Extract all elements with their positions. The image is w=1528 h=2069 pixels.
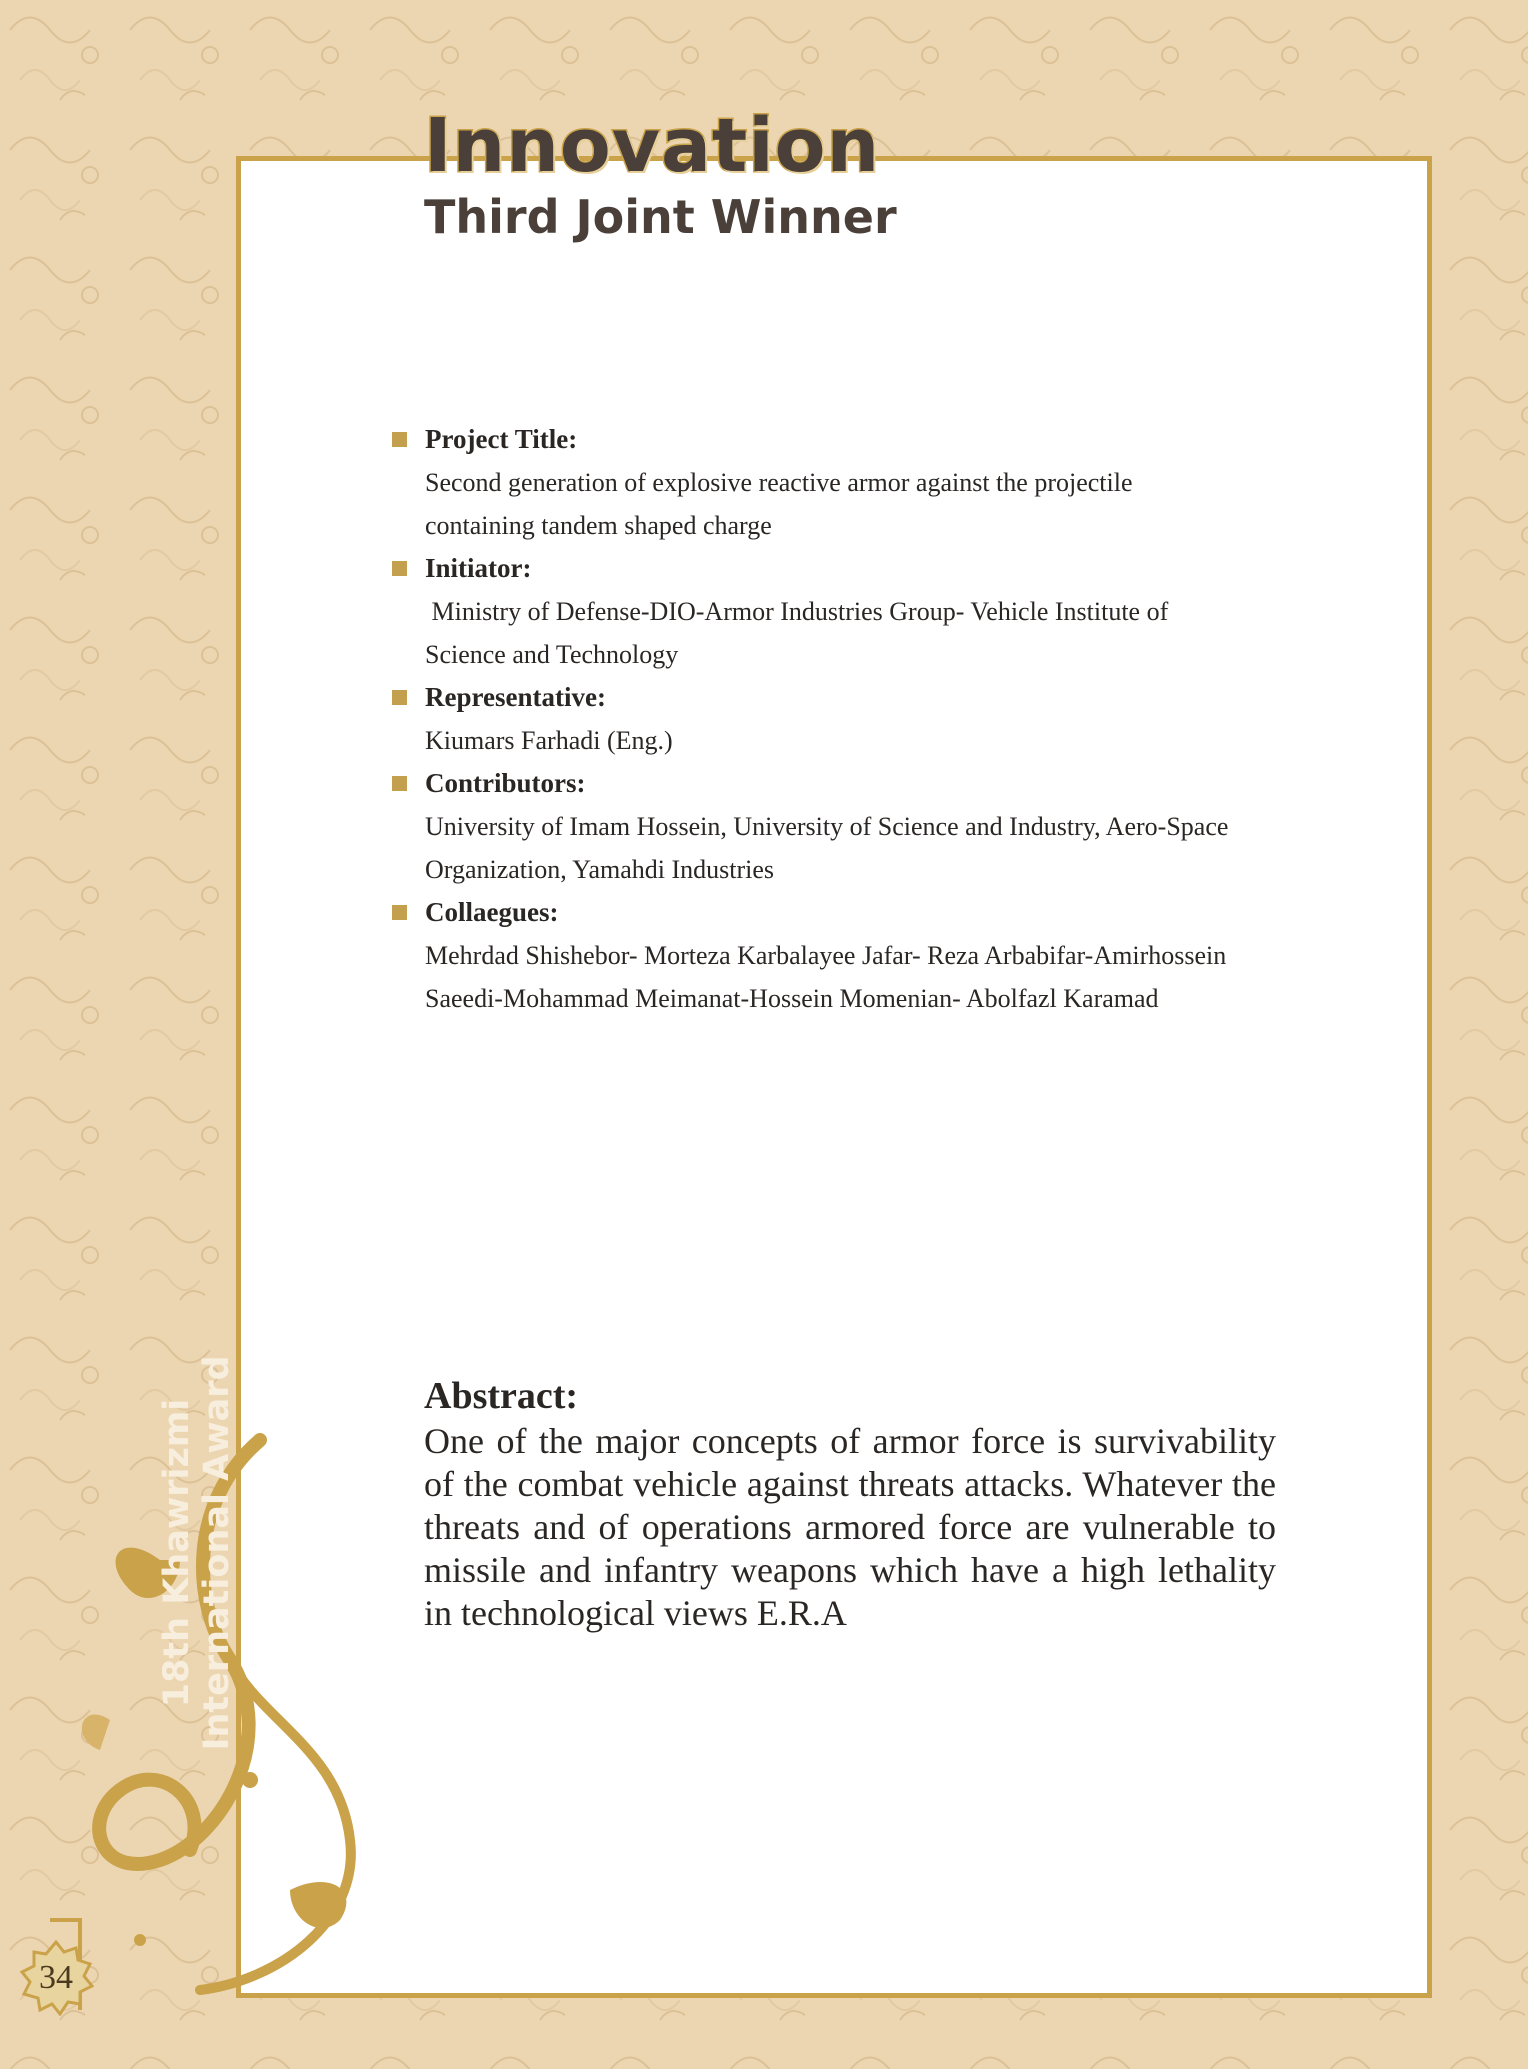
page-subtitle: Third Joint Winner: [424, 190, 897, 244]
field-initiator-label: Initiator:: [392, 547, 1292, 590]
field-project-title-line-2: containing tandem shaped charge: [425, 511, 772, 540]
page-title: Innovation: [424, 103, 881, 189]
abstract-text: One of the major concepts of armor force is survivability of the combat vehicle against threats attacks. Whatever the threats and of operations armored force are vulnerable to missile and infantry weapons which have a high lethality in technological views E.R.A: [424, 1421, 1276, 1633]
field-initiator-line-1: Ministry of Defense-DIO-Armor Industries Group- Vehicle Institute of: [425, 597, 1169, 626]
abstract-section: [424, 1372, 1276, 1635]
award-side-label-line-2: International Award: [197, 1355, 237, 1751]
field-contributors-line-2: Organization, Yamahdi Industries: [425, 855, 775, 884]
square-bullet-icon: [392, 905, 407, 920]
field-contributors-label: Contributors:: [392, 762, 1292, 805]
field-representative-label: Representative:: [392, 676, 1292, 719]
award-side-label: [157, 1333, 267, 1773]
project-info: [392, 418, 1292, 1020]
field-representative-line-1: Kiumars Farhadi (Eng.): [425, 726, 673, 755]
page-number: 34: [39, 1959, 73, 1996]
abstract-heading: Abstract:: [424, 1375, 579, 1417]
field-collaegues-label: Collaegues:: [392, 891, 1292, 934]
field-project-title-label: Project Title:: [392, 418, 1292, 461]
square-bullet-icon: [392, 690, 407, 705]
field-collaegues-line-1: Mehrdad Shishebor- Morteza Karbalayee Jafar- Reza Arbabifar-Amirhossein: [425, 941, 1227, 970]
square-bullet-icon: [392, 561, 407, 576]
field-initiator-line-2: Science and Technology: [425, 640, 679, 669]
award-side-label-line-1: 18th Khawrizmi: [157, 1398, 197, 1708]
square-bullet-icon: [392, 776, 407, 791]
field-contributors-line-1: University of Imam Hossein, University of Science and Industry, Aero-Space: [425, 812, 1229, 841]
field-collaegues-line-2: Saeedi-Mohammad Meimanat-Hossein Momenian- Abolfazl Karamad: [425, 984, 1159, 1013]
square-bullet-icon: [392, 432, 407, 447]
field-project-title-line-1: Second generation of explosive reactive armor against the projectile: [425, 468, 1133, 497]
